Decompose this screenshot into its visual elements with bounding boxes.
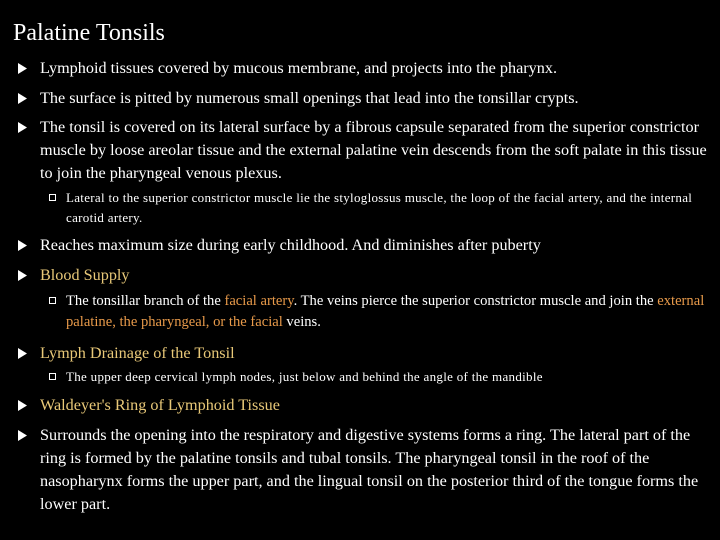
bullet-text: The surface is pitted by numerous small openings that lead into the tonsillar crypts.: [40, 89, 579, 107]
text-run: The tonsillar branch of the: [66, 293, 225, 309]
bullet-heading-lymph-drainage: Lymph Drainage of the Tonsil: [40, 344, 235, 362]
bullet-heading-blood-supply: Blood Supply: [40, 266, 130, 284]
sub-bullet-text: Lateral to the superior constrictor muscle lie the styloglossus muscle, the loop of the facial artery, and the internal carotid artery.: [66, 190, 693, 225]
bullet-text: Lymphoid tissues covered by mucous membrane, and projects into the pharynx.: [40, 59, 557, 77]
sub-bullet-text: [66, 291, 714, 333]
text-run: veins.: [282, 314, 321, 330]
bullet-item: [18, 264, 714, 287]
sub-bullet-item: [49, 367, 714, 387]
square-bullet-icon: [18, 348, 27, 359]
square-bullet-icon: [18, 430, 27, 441]
square-bullet-icon: [18, 63, 27, 74]
text-run: . The veins pierce the superior constrictor muscle and join the: [293, 293, 658, 309]
square-bullet-icon: [18, 93, 27, 104]
bullet-item: [18, 87, 714, 110]
sub-bullet-item: [49, 291, 714, 333]
square-bullet-icon: [18, 122, 27, 133]
highlight-facial-artery: facial artery: [224, 293, 294, 309]
bullet-item: [18, 57, 714, 80]
slide-title: Palatine Tonsils: [13, 20, 165, 46]
bullet-item: [18, 342, 714, 365]
bullet-item: [18, 116, 714, 185]
bullet-text: Reaches maximum size during early childhood. And diminishes after puberty: [40, 236, 541, 254]
square-bullet-icon: [18, 400, 27, 411]
bullet-text: Surrounds the opening into the respiratory and digestive systems forms a ring. The lateral part of the ring is formed by the palatine tonsils and tubal tonsils. The pharyngeal tonsil in the roof of the nasopharynx forms the upper part, and the lingual tonsil on the posterior third of the tongue forms the lower part.: [40, 426, 699, 513]
hollow-square-bullet-icon: [49, 194, 56, 201]
bullet-item: [18, 424, 714, 516]
bullet-item: [18, 234, 714, 257]
bullet-text: The tonsil is covered on its lateral surface by a fibrous capsule separated from the superior constrictor muscle by loose areolar tissue and the external palatine vein descends from the soft palate in this tissue to join the pharyngeal venous plexus.: [40, 118, 707, 182]
highlight-veins: external palatine, the pharyngeal, or the facial: [66, 293, 705, 330]
sub-bullet-item: [49, 188, 714, 228]
hollow-square-bullet-icon: [49, 297, 56, 304]
bullet-heading-waldeyer-ring: Waldeyer's Ring of Lymphoid Tissue: [40, 396, 280, 414]
square-bullet-icon: [18, 270, 27, 281]
sub-bullet-text: The upper deep cervical lymph nodes, just below and behind the angle of the mandible: [66, 369, 543, 384]
square-bullet-icon: [18, 240, 27, 251]
bullet-item: [18, 394, 714, 417]
hollow-square-bullet-icon: [49, 373, 56, 380]
